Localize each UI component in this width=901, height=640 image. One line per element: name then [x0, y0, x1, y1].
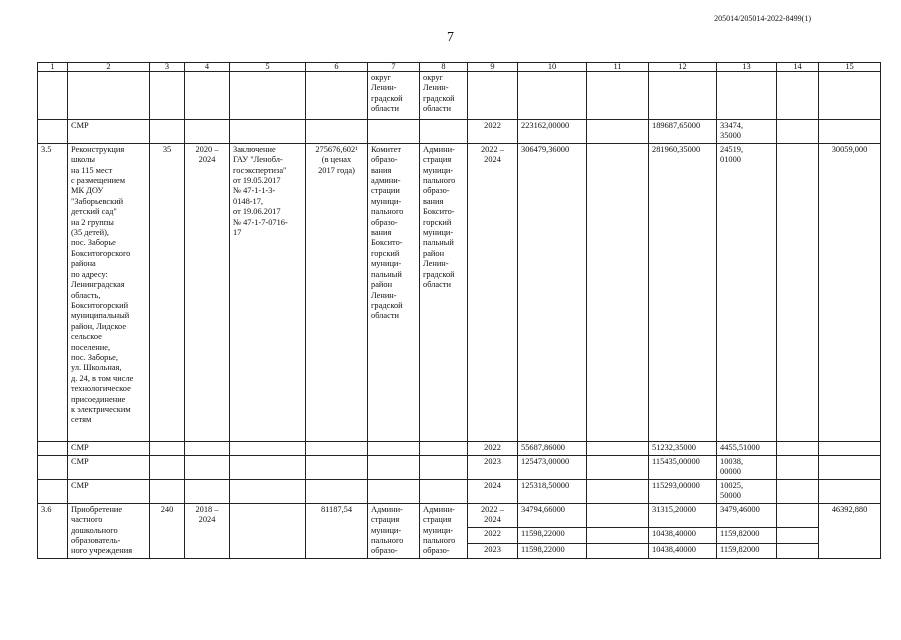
estimated-cost-cell: 275676,602¹ (в ценах 2017 года): [306, 143, 368, 441]
col-number: 10: [518, 63, 587, 72]
work-type-cell: СМР: [68, 455, 150, 479]
executor-cell: округ Ленин- градской области: [420, 72, 468, 120]
year-cell: 2024: [468, 479, 518, 503]
amount-cell: 31315,20000: [649, 503, 717, 527]
col-number: 2: [68, 63, 150, 72]
work-type-cell: СМР: [68, 120, 150, 144]
amount-cell: 10025, 50000: [717, 479, 777, 503]
amount-cell: 10438,40000: [649, 543, 717, 558]
period-cell: 2020 – 2024: [185, 143, 230, 441]
amount-cell: 1159,82000: [717, 528, 777, 543]
amount-cell: 4455,51000: [717, 441, 777, 455]
responsible-cell: Комитет образо- вания админи- страции муници- пального образо- вания Боксито- горский муници- пальный район Ленин- градской области: [368, 143, 420, 441]
amount-cell: 3479,46000: [717, 503, 777, 527]
table-row: [38, 72, 881, 120]
col-number: 11: [587, 63, 649, 72]
period-cell: 2018 – 2024: [185, 503, 230, 558]
col-number: 12: [649, 63, 717, 72]
table-row: [38, 120, 881, 144]
table-row: [38, 441, 881, 455]
amount-cell: 30059,000: [819, 143, 881, 441]
amount-cell: 11598,22000: [518, 528, 587, 543]
amount-cell: 115293,00000: [649, 479, 717, 503]
year-cell: 2023: [468, 543, 518, 558]
item-name: Приобретение частного дошкольного образователь- ного учреждения: [68, 503, 150, 558]
amount-cell: 10438,40000: [649, 528, 717, 543]
responsible-cell: Админи- страция муници- пального образо-: [368, 503, 420, 558]
executor-cell: Админи- страция муници- пального образо-: [420, 503, 468, 558]
col-number: 1: [38, 63, 68, 72]
amount-cell: 51232,35000: [649, 441, 717, 455]
capacity-cell: 35: [150, 143, 185, 441]
year-cell: 2022: [468, 441, 518, 455]
work-type-cell: СМР: [68, 479, 150, 503]
amount-cell: 125473,00000: [518, 455, 587, 479]
program-table: [37, 62, 881, 559]
item-number: 3.6: [38, 503, 68, 558]
col-number: 3: [150, 63, 185, 72]
table-row: [38, 455, 881, 479]
estimated-cost-cell: 81187,54: [306, 503, 368, 558]
table-row: [38, 479, 881, 503]
col-number: 15: [819, 63, 881, 72]
year-cell: 2022 – 2024: [468, 503, 518, 527]
col-number: 4: [185, 63, 230, 72]
column-number-row: [38, 63, 881, 72]
amount-cell: 34794,66000: [518, 503, 587, 527]
amount-cell: 223162,00000: [518, 120, 587, 144]
col-number: 5: [230, 63, 306, 72]
year-cell: 2022: [468, 120, 518, 144]
table-row: [38, 503, 881, 527]
capacity-cell: 240: [150, 503, 185, 558]
amount-cell: 55687,86000: [518, 441, 587, 455]
amount-cell: 33474, 35000: [717, 120, 777, 144]
amount-cell: 281960,35000: [649, 143, 717, 441]
year-cell: 2022: [468, 528, 518, 543]
page-number: 7: [447, 30, 454, 45]
expertise-cell: Заключение ГАУ "Ленобл- госэкспертиза" от 19.05.2017 № 47-1-1-3- 0148-17, от 19.06.2017 № 47-1-7-0716- 17: [230, 143, 306, 441]
amount-cell: 1159,82000: [717, 543, 777, 558]
amount-cell: 11598,22000: [518, 543, 587, 558]
amount-cell: 24519, 01000: [717, 143, 777, 441]
col-number: 8: [420, 63, 468, 72]
col-number: 13: [717, 63, 777, 72]
year-cell: 2023: [468, 455, 518, 479]
amount-cell: 115435,00000: [649, 455, 717, 479]
responsible-cell: округ Ленин- градской области: [368, 72, 420, 120]
year-cell: 2022 – 2024: [468, 143, 518, 441]
item-name: Реконструкция школы на 115 мест с размещением МК ДОУ "Заборьевский детский сад" на 2 группы (35 детей), пос. Заборье Бокситогорского района по адресу: Ленинградская область, Бокситогорский муниципальный район, Лидское сельское поселение, пос. Заборье, ул. Школьная, д. 24, в том числе технологическое присоединение к электрическим сетям: [68, 143, 150, 441]
executor-cell: Админи- страция муници- пального образо- вания Боксито- горский муници- пальный район Ленин- градской области: [420, 143, 468, 441]
col-number: 6: [306, 63, 368, 72]
col-number: 9: [468, 63, 518, 72]
amount-cell: 189687,65000: [649, 120, 717, 144]
amount-cell: 46392,880: [819, 503, 881, 558]
amount-cell: 306479,36000: [518, 143, 587, 441]
work-type-cell: СМР: [68, 441, 150, 455]
document-id: 205014/205014-2022-8499(1): [714, 14, 811, 23]
col-number: 14: [777, 63, 819, 72]
item-number: 3.5: [38, 143, 68, 441]
amount-cell: 10038, 00000: [717, 455, 777, 479]
amount-cell: 125318,50000: [518, 479, 587, 503]
col-number: 7: [368, 63, 420, 72]
table-row: [38, 143, 881, 441]
